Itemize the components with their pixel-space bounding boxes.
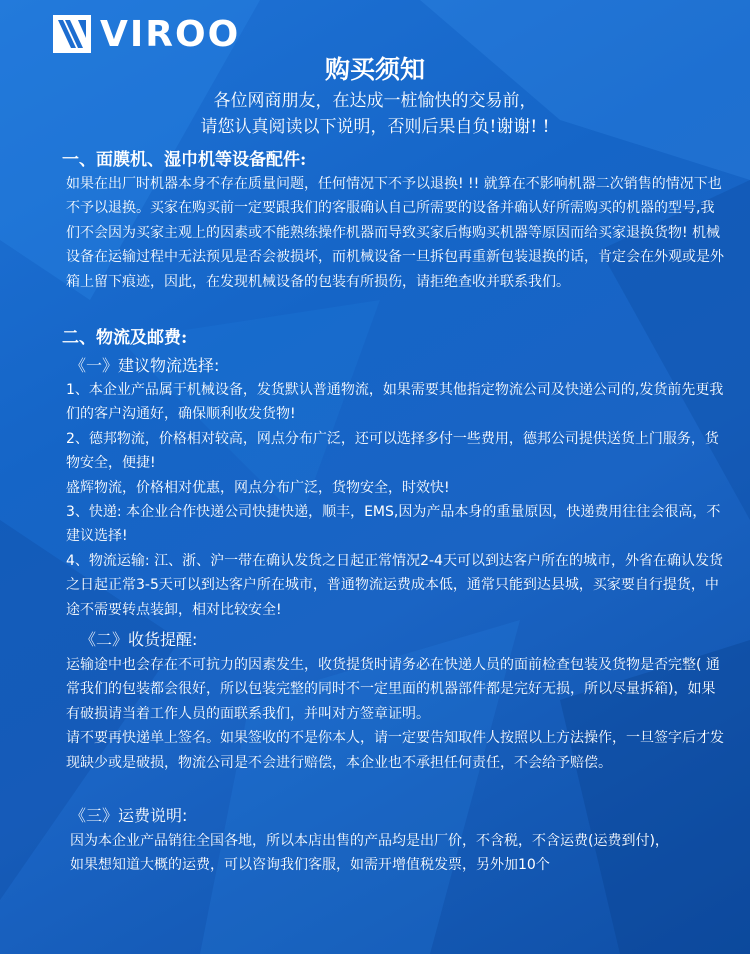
brand-logo [52,14,240,54]
list-item: 运输途中也会存在不可抗力的因素发生，收货提货时请务必在快递人员的面前检查包装及货物是否完整( 通常我们的包装都会很好，所以包装完整的同时不一定里面的机器部件都是完好无损，所以尽量拆箱)，如果有破损请当着工作人员的面联系我们，并叫对方签章证明。 [66,657,720,722]
section-1-heading: 一、面膜机、湿巾机等设备配件: [62,150,307,170]
list-item: 因为本企业产品销往全国各地，所以本店出售的产品均是出厂价，不含税，不含运费(运费到付)，如果想知道大概的运费，可以咨询我们客服，如需开增值税发票，另外加10个 [70,833,669,874]
subsection-2-body [66,653,726,775]
list-item: 4、物流运输: 江、浙、沪一带在确认发货之日起正常情况2-4天可以到达客户所在的城市，外省在确认发货之日起正常3-5天可以到达客户所在城市，普通物流运费成本低，通常只能到达县城，买家要自行提货，中途不需要转点装卸，相对比较安全! [66,552,723,618]
intro-text [0,88,750,140]
section-2-heading: 二、物流及邮费: [62,328,188,348]
subsection-1-body [66,378,726,622]
list-item: 请不要再快递单上签名。如果签收的不是你本人，请一定要告知取件人按照以上方法操作，一旦签字后才发现缺少或是破损，物流公司是不会进行赔偿，本企业也不承担任何责任，不会给予赔偿。 [66,730,724,771]
intro-line-1: 各位网商朋友，在达成一桩愉快的交易前， [213,91,537,111]
section-1-body: 如果在出厂时机器本身不存在质量问题，任何情况下不予以退换! !! 就算在不影响机器二次销售的情况下也不予以退换。买家在购买前一定要跟我们的客服确认自己所需要的设备并确认好所需购买的机器的型号,我们不会因为买家主观上的因素或不能熟练操作机器而导致买家后悔购买机器等原因而给买家退换货物! 机械设备在运输过程中无法预见是否会被损坏，而机械设备一旦拆包再重新包装退换的话，肯定会在外观或是外箱上留下痕迹，因此，在发现机械设备的包装有所损伤，请拒绝查收并联系我们。 [66,176,724,290]
page-title: 购买须知 [324,55,425,84]
list-item: 3、快递: 本企业合作快递公司快捷快递，顺丰，EMS,因为产品本身的重量原因，快递费用往往会很高，不建议选择! [66,504,721,545]
subsection-3-heading: 《三》运费说明: [70,806,188,825]
brand-name: VIROO [100,13,241,55]
intro-line-2: 请您认真阅读以下说明，否则后果自负!谢谢! ! [200,117,550,137]
list-item: 盛辉物流，价格相对优惠，网点分布广泛，货物安全，时效快! [66,479,450,496]
subsection-2-heading: 《二》收货提醒: [80,630,198,649]
subsection-3-body [70,829,680,878]
list-item: 2、德邦物流，价格相对较高，网点分布广泛，还可以选择多付一些费用，德邦公司提供送货上门服务，货物安全，便捷! [66,430,719,472]
list-item: 1、本企业产品属于机械设备，发货默认普通物流，如果需要其他指定物流公司及快递公司的,发货前先更我们的客户沟通好，确保顺利收发货物! [66,382,724,423]
subsection-1-heading: 《一》建议物流选择: [70,356,220,375]
viroo-logo-icon [52,14,92,54]
